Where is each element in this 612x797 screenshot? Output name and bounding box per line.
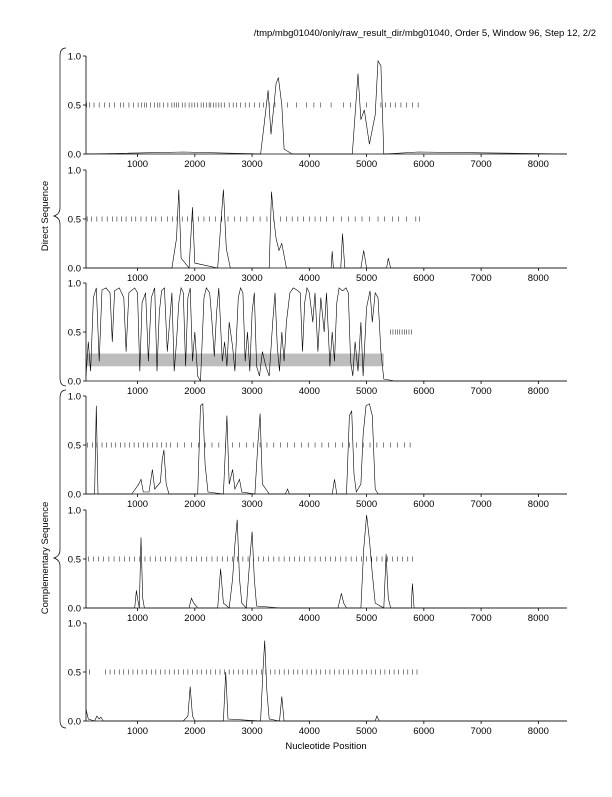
coding-potential-line: [86, 641, 567, 721]
x-tick-label: 6000: [413, 726, 435, 737]
complementary-strand-bracket: [54, 390, 66, 728]
x-tick-label: 2000: [184, 159, 206, 170]
x-tick-label: 1000: [126, 159, 149, 170]
coding-potential-line: [86, 288, 567, 381]
frame-panel-2: [68, 166, 567, 285]
strand-brackets: [54, 48, 66, 728]
x-tick-label: 3000: [241, 386, 263, 397]
y-tick-label: 1.0: [67, 391, 81, 403]
frame-panel-3: [68, 279, 567, 398]
x-tick-label: 8000: [527, 273, 549, 284]
y-tick-label: 0.5: [67, 327, 81, 339]
x-tick-label: 6000: [413, 273, 435, 284]
x-tick-label: 2000: [184, 613, 206, 624]
x-tick-label: 5000: [356, 159, 378, 170]
x-tick-label: 7000: [470, 613, 492, 624]
x-tick-label: 8000: [527, 159, 549, 170]
x-tick-label: 1000: [126, 273, 149, 284]
y-tick-label: 1.0: [67, 165, 81, 177]
x-tick-label: 7000: [470, 726, 492, 737]
x-tick-label: 2000: [184, 499, 206, 510]
y-tick-label: 0.5: [67, 440, 81, 452]
y-tick-label: 0.0: [67, 716, 81, 728]
x-tick-label: 4000: [298, 726, 320, 737]
x-tick-label: 4000: [298, 499, 320, 510]
x-tick-label: 2000: [184, 386, 206, 397]
x-tick-label: 3000: [241, 499, 263, 510]
frame-panel-1: [68, 52, 567, 171]
x-tick-label: 3000: [241, 159, 263, 170]
x-tick-label: 4000: [298, 386, 320, 397]
y-tick-label: 1.0: [67, 278, 81, 290]
x-tick-label: 8000: [527, 499, 549, 510]
coding-potential-line: [86, 61, 567, 154]
x-tick-label: 8000: [527, 726, 549, 737]
y-tick-label: 1.0: [67, 505, 81, 517]
x-tick-label: 7000: [470, 499, 492, 510]
x-tick-label: 3000: [241, 613, 263, 624]
x-tick-label: 5000: [356, 273, 378, 284]
x-tick-label: 5000: [356, 613, 378, 624]
y-tick-label: 0.0: [67, 149, 81, 161]
x-tick-label: 4000: [298, 613, 320, 624]
x-tick-label: 7000: [470, 159, 492, 170]
y-tick-label: 0.0: [67, 603, 81, 615]
x-tick-label: 8000: [527, 613, 549, 624]
x-tick-label: 1000: [126, 499, 149, 510]
x-tick-label: 1000: [126, 726, 149, 737]
y-tick-label: 0.0: [67, 489, 81, 501]
x-tick-label: 5000: [356, 499, 378, 510]
run-header: /tmp/mbg01040/only/raw_result_dir/mbg01040, Order 5, Window 96, Step 12, 2/2: [253, 28, 596, 39]
frame-panels: [68, 52, 567, 738]
y-tick-label: 0.5: [67, 100, 81, 112]
y-tick-label: 1.0: [67, 51, 81, 63]
x-tick-label: 8000: [527, 386, 549, 397]
coding-potential-line: [86, 404, 567, 494]
y-tick-label: 0.0: [67, 376, 81, 388]
x-tick-label: 3000: [241, 273, 263, 284]
coding-potential-line: [86, 515, 567, 608]
x-tick-label: 7000: [470, 386, 492, 397]
x-tick-label: 3000: [241, 726, 263, 737]
direct-strand-bracket: [54, 48, 66, 386]
y-tick-label: 1.0: [67, 618, 81, 630]
x-tick-label: 2000: [184, 273, 206, 284]
x-tick-label: 2000: [184, 726, 206, 737]
x-tick-label: 6000: [413, 613, 435, 624]
frame-panel-6: [68, 619, 567, 738]
y-tick-label: 0.5: [67, 667, 81, 679]
x-tick-label: 4000: [298, 159, 320, 170]
x-tick-label: 1000: [126, 613, 149, 624]
x-axis-label: Nucleotide Position: [285, 741, 367, 752]
x-tick-label: 5000: [356, 386, 378, 397]
frame-panel-5: [68, 506, 567, 625]
y-tick-label: 0.5: [67, 214, 81, 226]
x-tick-label: 6000: [413, 159, 435, 170]
direct-strand-label: Direct Sequence: [40, 180, 51, 252]
x-tick-label: 5000: [356, 726, 378, 737]
x-tick-label: 7000: [470, 273, 492, 284]
complementary-strand-label: Complementary Sequence: [40, 501, 51, 615]
shaded-band: [86, 354, 384, 367]
x-tick-label: 6000: [413, 386, 435, 397]
frame-panel-4: [68, 392, 567, 511]
x-tick-label: 4000: [298, 273, 320, 284]
y-tick-label: 0.0: [67, 263, 81, 275]
y-tick-label: 0.5: [67, 554, 81, 566]
coding-potential-line: [86, 190, 567, 268]
x-tick-label: 6000: [413, 499, 435, 510]
x-tick-label: 1000: [126, 386, 149, 397]
